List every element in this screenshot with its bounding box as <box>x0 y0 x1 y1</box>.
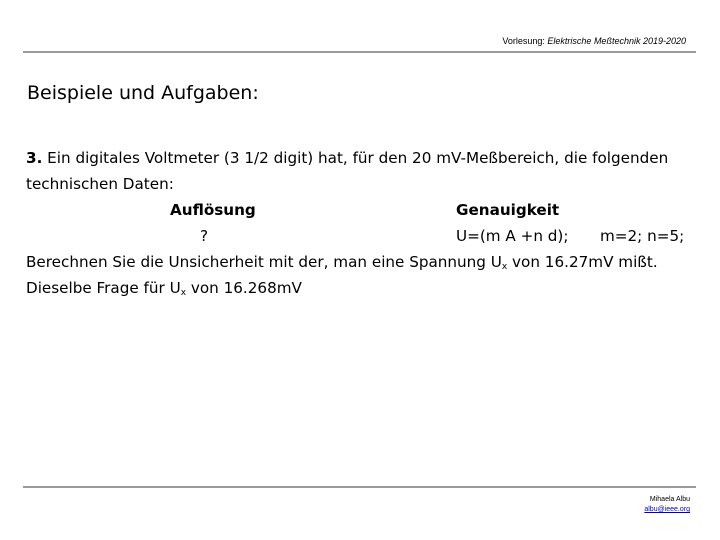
problem-text <box>26 145 716 301</box>
footer-divider <box>23 486 696 488</box>
slide-title: Beispiele und Aufgaben: <box>27 82 259 104</box>
question-2-sub: x <box>180 288 187 298</box>
col-genauigkeit-value: U=(m A +n d); <box>456 227 569 245</box>
footer-author: Mihaela Albu <box>649 496 690 503</box>
problem-line-1 <box>26 145 716 171</box>
col-genauigkeit-header: Genauigkeit <box>456 201 560 219</box>
question-1-sub: x <box>501 262 508 272</box>
header-prefix: Vorlesung: <box>502 36 548 46</box>
question-1-a: Berechnen Sie die Unsicherheit mit der, man eine Spannung U <box>26 253 502 271</box>
question-2-b: von 16.268mV <box>186 279 302 297</box>
slide-footer <box>644 495 690 515</box>
problem-number: 3. <box>26 149 43 167</box>
spec-value-row <box>26 223 716 249</box>
header-divider <box>23 51 696 53</box>
spec-header-row <box>26 197 716 223</box>
problem-line-6 <box>26 275 716 301</box>
header-course: Elektrische Meßtechnik 2019-2020 <box>547 36 686 46</box>
problem-intro: Ein digitales Voltmeter (3 1/2 digit) hat, für den 20 mV-Meßbereich, die folgenden <box>42 149 669 167</box>
slide-header <box>0 36 686 46</box>
question-2-a: Dieselbe Frage für U <box>26 279 181 297</box>
spec-params: m=2; n=5; <box>600 227 685 245</box>
footer-email-link[interactable]: albu@ieee.org <box>644 506 690 513</box>
col-aufloesung-value: ? <box>200 227 209 245</box>
col-aufloesung-header: Auflösung <box>170 201 256 219</box>
problem-line-5 <box>26 249 716 275</box>
problem-line-2: technischen Daten: <box>26 175 174 193</box>
question-1-b: von 16.27mV mißt. <box>507 253 658 271</box>
